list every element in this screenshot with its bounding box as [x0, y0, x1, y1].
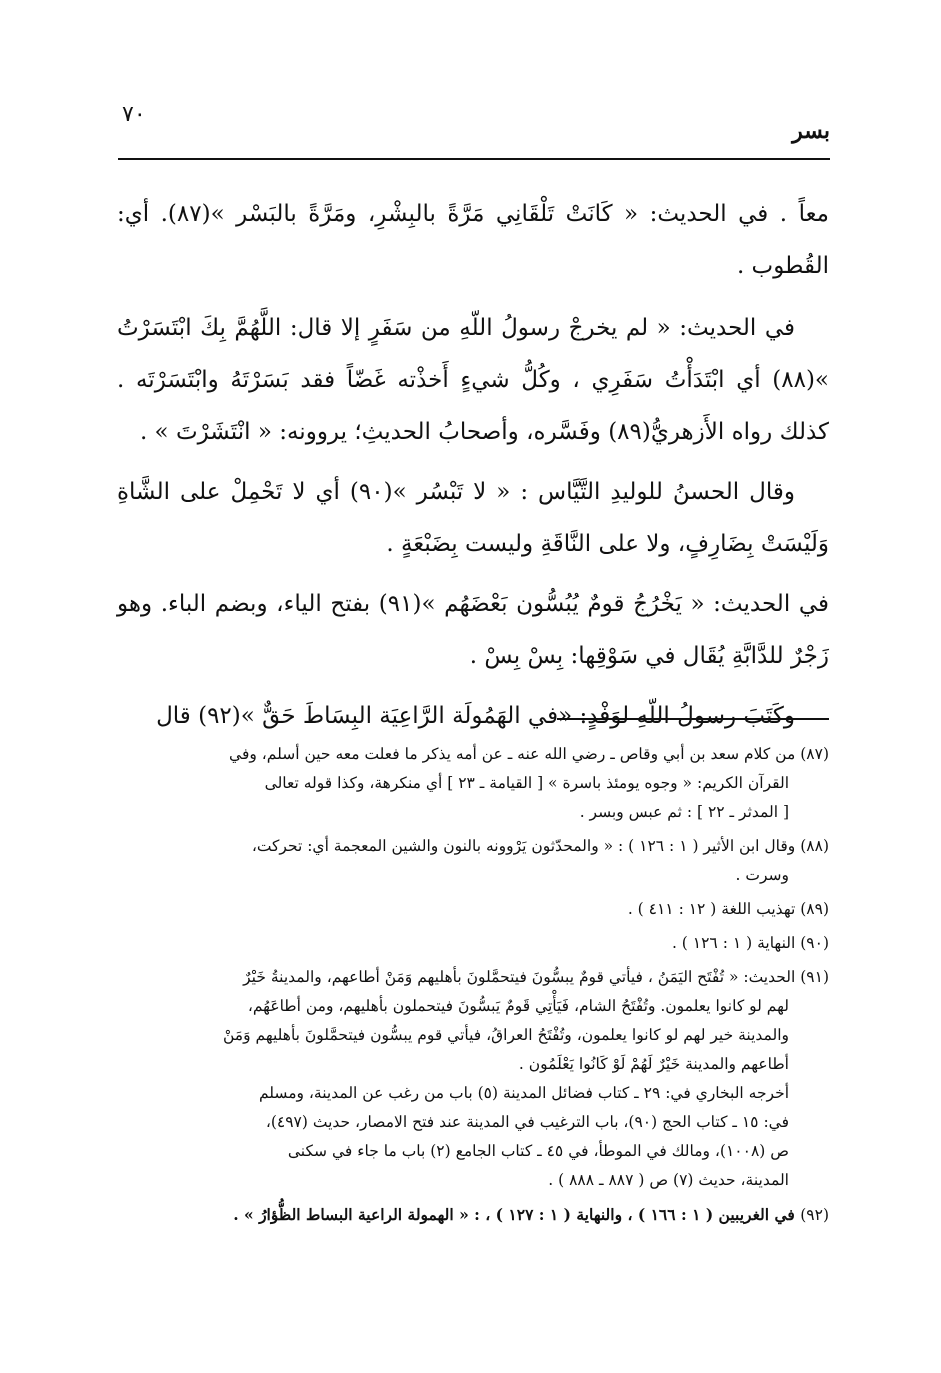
paragraph: معاً . في الحديث: « كَانَتْ تَلْقَانِي مَرَّةً بالبِشْرِ، ومَرَّةً بالبَسْر »(٨٧). أي: القُطوب . [117, 201, 829, 279]
footnote-line: تهذيب اللغة ( ١٢ : ٤١١ ) . [627, 900, 796, 918]
footnote-88 [117, 832, 829, 890]
footnote-line: والمدينة خير لهم لو كانوا يعلمون، وتُفْتَحُ العراقُ، فيأتي قوم يبسُّون فيتحمَّلونَ بأهليهم وَمَنْ [223, 1026, 789, 1044]
page-header [118, 92, 830, 152]
footnote-91 [117, 963, 829, 1195]
footnote-87 [117, 740, 829, 827]
footnote-line: ص (١٠٠٨)، ومالك في الموطأ، في ٤٥ ـ كتاب الجامع (٢) باب ما جاء في سكنى [287, 1142, 789, 1160]
footnote-number: (٩٠) [800, 934, 829, 952]
header-rule [118, 158, 830, 160]
footnote-number: (٩١) [800, 968, 829, 986]
footnote-line: الحديث: « تُفْتَح اليَمَنُ ، فيأتي قومٌ يبسُّونَ فيتحمَّلونَ بأهليهم وَمَنْ أطاعهم، والمدينةُ خَيْرٌ [243, 968, 796, 986]
footnote-number: (٩٢) [800, 1206, 829, 1224]
footnote-line: أطاعهم والمدينة خَيْرٌ لَهُمْ لَوْ كَانُوا يَعْلَمُون . [518, 1055, 789, 1073]
footnote-90 [117, 929, 829, 958]
footnote-line: من كلام سعد بن أبي وقاص ـ رضي الله عنه ـ عن أمه يذكر ما فعلت معه حين أسلم، وفي [229, 745, 796, 763]
footnote-line: القرآن الكريم: « وجوه يومئذ باسرة » [ القيامة ـ ٢٣ ] أي منكرهة، وكذا قوله تعالى [264, 774, 789, 792]
paragraph: وقال الحسنُ للوليدِ التَّيَّاس : « لا تَبْسُر »(٩٠) أي لا تَحْمِلْ على الشَّاةِ وَلَيْسَتْ بِضَارِفٍ، ولا على النَّاقَةِ وليست بِضَبْعَةٍ . [117, 479, 829, 557]
footnote-number: (٨٧) [800, 745, 829, 763]
footnote-line: وسرت . [735, 866, 789, 884]
footnote-92 [117, 1200, 829, 1230]
footnote-line: [ المدثر ـ ٢٢ ] : ثم عبس وبسر . [579, 803, 789, 821]
footnote-line: وقال ابن الأثير ( ١ : ١٢٦ ) : « والمحدّثون يَرْوونه بالنون والشين المعجمة أي: تحركت، [251, 837, 796, 855]
footnote-line: النهاية ( ١ : ١٢٦ ) . [671, 934, 796, 952]
paragraph: وكَتَبَ رسولُ اللّهِ لوَفْدٍ: «في الهَمُولَة الرَّاعِيَة البِسَاطَ حَقٌّ »(٩٢) قال [156, 703, 795, 729]
running-head: بسر [792, 118, 830, 144]
footnote-line: أخرجه البخاري في: ٢٩ ـ كتاب فضائل المدينة (٥) باب من رغب عن المدينة، ومسلم [258, 1084, 789, 1102]
footnote-line: المدينة، حديث (٧) ص ( ٨٨٧ ـ ٨٨٨ ) . [548, 1171, 789, 1189]
footnote-number: (٨٨) [800, 837, 829, 855]
main-text [117, 188, 829, 750]
footnote-number: (٨٩) [800, 900, 829, 918]
paragraph: في الحديث: « يَخْرُجُ قومٌ يُبُسُّون بَعْضَهُم »(٩١) بفتح الياء، وبضم الباء. وهو زَجْرٌ للدَّابَّةِ يُقَال في سَوْقِها: بِسْ بِسْ . [117, 591, 829, 669]
footnotes [117, 740, 829, 1235]
footnote-line: لهم لو كانوا يعلمون. وتُفْتَحُ الشام، فَيَأْتِي قَومٌ يَبسُّونَ فيتحملون بأهليهم، ومن أطاعَهُم، [247, 997, 789, 1015]
paragraph: في الحديث: « لم يخرجْ رسولُ اللّهِ من سَفَرٍ إلا قال: اللَّهُمَّ بِكَ ابْتَسَرْتُ »(٨٨) أي ابْتَدَأْتُ سَفَرِي ، وكُلُّ شيءٍ أَخذْته غَضّاً فقد بَسَرْتَهُ وابْتَسَرْتَه . كذلك رواه الأَزهريُّ(٨٩) وفَسَّره، وأصحابُ الحديثِ؛ يروونه: « انْتَشَرْتَ » . [117, 315, 829, 445]
footnote-line: في الغريبين ( ١ : ١٦٦ ) ، والنهاية ( ١ : ١٢٧ ) ، : « الهمولة الراعية البساط الظُّؤارُ » . [233, 1205, 795, 1224]
footnote-89 [117, 895, 829, 924]
footnote-rule [557, 718, 829, 720]
page-number: ٧٠ [122, 102, 146, 127]
footnote-line: في: ١٥ ـ كتاب الحج (٩٠)، باب الترغيب في المدينة عند فتح الامصار، حديث (٤٩٧)، [265, 1113, 789, 1131]
